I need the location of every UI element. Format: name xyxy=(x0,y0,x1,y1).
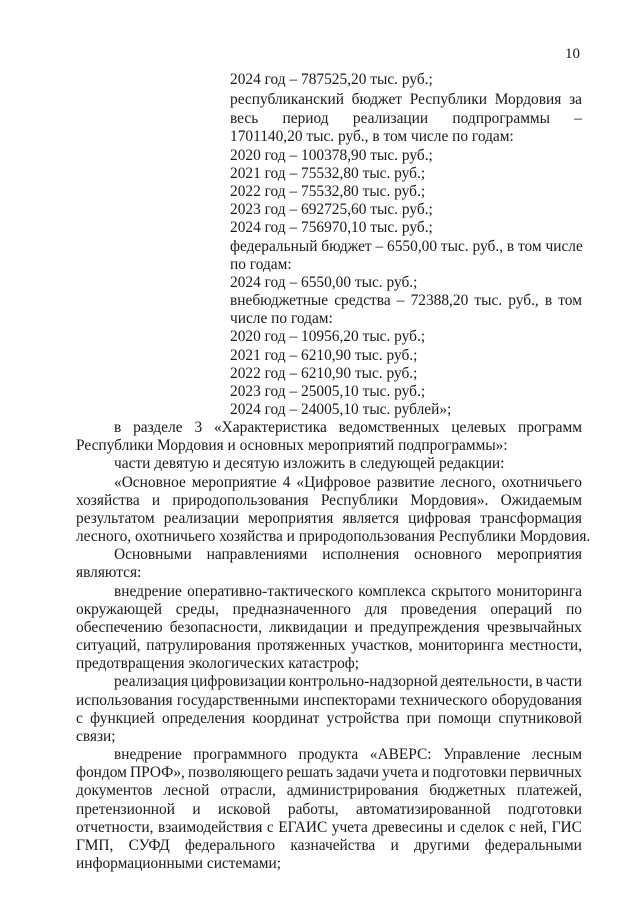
item2-line-3-word: с xyxy=(76,710,83,727)
item3-line-4-word: исковой xyxy=(217,801,271,818)
measure-line-3-word: мероприятия xyxy=(248,510,334,527)
republic-budget-line-2 xyxy=(230,110,582,128)
item3-line-6-word: федерального xyxy=(184,837,276,854)
item3-line-6 xyxy=(76,837,582,855)
item2-line-3-word: координат xyxy=(252,710,320,727)
item1-line-2 xyxy=(76,601,582,619)
item1-line-3-word: обеспечению xyxy=(76,619,163,636)
republic-budget-line-2-word: период xyxy=(282,110,329,127)
item3-line-2 xyxy=(76,764,582,782)
measure-line-2-word: и xyxy=(151,492,161,509)
directions-line-1-word: направлениями xyxy=(206,546,308,563)
item3-line-6-word: ГМП, xyxy=(76,837,114,854)
extra-budget-line-1 xyxy=(230,292,582,310)
federal-budget-line-2: по годам: xyxy=(230,256,292,273)
item3-line-2-word: подготовки xyxy=(432,764,507,781)
item2-line-2-word: технического xyxy=(399,692,488,709)
extra-year-2022: 2022 год – 6210,90 тыс. руб.; xyxy=(230,365,418,382)
item1-line-1-word: скрытого xyxy=(431,583,492,600)
directions-line-1-word: основного xyxy=(414,546,482,563)
measure-line-3-word: результатом xyxy=(76,510,155,527)
federal-budget-line-1: федеральный бюджет – 6550,00 тыс. руб., в том числе xyxy=(230,238,583,255)
item1-line-3-word: и xyxy=(354,619,363,636)
item3-line-2-word: первичных xyxy=(509,764,582,781)
item3-line-2-word: фондом xyxy=(76,764,127,781)
extra-budget-line-1-word: руб., xyxy=(508,292,539,309)
republic-year-2020: 2020 год – 100378,90 тыс. руб.; xyxy=(230,147,433,164)
directions-line-1-word: исполнения xyxy=(322,546,400,563)
item2-line-1-word: контрольно-надзорной xyxy=(288,673,438,690)
item3-line-5-word: отчетности, xyxy=(76,819,154,836)
item1-line-2-word: по xyxy=(566,601,582,618)
item3-line-7: информационными системами; xyxy=(76,855,282,872)
item3-line-5-word: учета xyxy=(331,819,368,836)
republic-budget-line-1 xyxy=(230,91,582,109)
item3-line-6-word: федеральными xyxy=(484,837,582,854)
item1-line-4-word: местности, xyxy=(509,637,582,654)
item2-line-2-word: инспекторами xyxy=(303,692,396,709)
republic-budget-line-3: 1701140,20 тыс. руб., в том числе по годам: xyxy=(230,128,514,145)
directions-line-1-word: мероприятия xyxy=(496,546,582,563)
item1-line-2-word: для xyxy=(364,601,388,618)
directions-line-2: являются: xyxy=(76,564,142,581)
measure-line-1-word: «Цифровое xyxy=(296,474,371,491)
item1-line-2-word: операций xyxy=(490,601,553,618)
section-line-1-word: программ xyxy=(518,419,582,436)
item3-line-5-word: сделок xyxy=(459,819,505,836)
item1-line-3 xyxy=(76,619,582,637)
republic-budget-line-1-word: за xyxy=(569,91,582,108)
item2-line-3-word: помощи xyxy=(438,710,492,727)
section-line-1-word: разделе xyxy=(133,419,183,436)
item3-line-3-word: документов xyxy=(76,782,153,799)
item3-line-2-word: ПРОФ», xyxy=(130,764,185,781)
republic-budget-line-1-word: республиканский xyxy=(230,91,344,108)
measure-line-1-word: «Основное xyxy=(114,474,186,491)
item1-line-4-word: протяженных xyxy=(256,637,346,654)
item3-line-1-word: внедрение xyxy=(114,746,182,763)
republic-year-2021: 2021 год – 75532,80 тыс. руб.; xyxy=(230,165,426,182)
item3-line-1-word: лесным xyxy=(531,746,582,763)
item2-line-3-word: определения xyxy=(162,710,245,727)
measure-line-4: лесного, охотничьего хозяйства и природопользования Республики Мордовия. xyxy=(76,528,591,545)
item3-line-3-word: лесной xyxy=(163,782,210,799)
extra-budget-line-1-word: тыс. xyxy=(474,292,503,309)
item3-line-1-word: «АВЕРС: xyxy=(369,746,432,763)
item2-line-2 xyxy=(76,692,582,710)
item1-line-4-word: ситуаций, xyxy=(76,637,141,654)
item3-line-5-word: с xyxy=(266,819,274,836)
item1-line-5: предотвращения экологических катастроф; xyxy=(76,655,360,672)
extra-year-2024: 2024 год – 24005,10 тыс. рублей»; xyxy=(230,401,452,418)
item1-line-4-word: мониторинга xyxy=(418,637,504,654)
item3-line-4-word: автоматизированной xyxy=(356,801,491,818)
item2-line-3-word: функцией xyxy=(90,710,155,727)
item3-line-3-word: администрирования xyxy=(286,782,419,799)
item2-line-1-word: части xyxy=(545,673,582,690)
item1-line-4-word: участков, xyxy=(351,637,413,654)
item3-line-6-word: СУФД xyxy=(128,837,170,854)
federal-year-2024: 2024 год – 6550,00 тыс. руб.; xyxy=(230,274,418,291)
item3-line-1-word: Управление xyxy=(443,746,521,763)
measure-line-1 xyxy=(114,474,582,492)
measure-line-1-word: лесного, xyxy=(440,474,496,491)
section-line-1-word: ведомственных xyxy=(338,419,440,436)
measure-line-2-word: Республики xyxy=(320,492,399,509)
extra-year-2023: 2023 год – 25005,10 тыс. руб.; xyxy=(230,383,426,400)
item1-line-4-word: патрулирования xyxy=(146,637,252,654)
measure-line-3-word: реализации xyxy=(163,510,239,527)
item3-line-2-word: решать xyxy=(286,764,333,781)
item3-line-5-word: и xyxy=(447,819,456,836)
item1-line-1-word: внедрение xyxy=(114,583,182,600)
measure-line-2-word: Ожидаемым xyxy=(500,492,582,509)
measure-line-2-word: хозяйства xyxy=(76,492,140,509)
item3-line-3 xyxy=(76,782,582,800)
item3-line-2-word: позволяющего xyxy=(188,764,284,781)
republic-budget-line-1-word: бюджет xyxy=(351,91,403,108)
item3-line-5-word: древесины xyxy=(372,819,443,836)
item1-line-3-word: чрезвычайных xyxy=(486,619,582,636)
item2-line-3 xyxy=(76,710,582,728)
item2-line-2-word: государственными xyxy=(176,692,299,709)
page-number: 10 xyxy=(565,46,580,62)
item1-line-3-word: предупреждения xyxy=(369,619,480,636)
item2-line-3-word: устройства xyxy=(326,710,400,727)
item3-line-2-word: задачи xyxy=(336,764,379,781)
item3-line-1 xyxy=(114,746,582,764)
item1-line-2-word: предназначенного xyxy=(232,601,351,618)
item2-line-4: связи; xyxy=(76,728,116,745)
republic-budget-line-2-word: подпрограммы xyxy=(452,110,551,127)
item3-line-5-word: ней, xyxy=(520,819,548,836)
extra-budget-line-1-word: том xyxy=(558,292,582,309)
republic-year-2024: 2024 год – 756970,10 тыс. руб.; xyxy=(230,219,433,236)
extra-budget-line-1-word: внебюджетные xyxy=(230,292,329,309)
measure-line-3-word: является xyxy=(342,510,400,527)
item1-line-2-word: окружающей xyxy=(76,601,163,618)
directions-line-1 xyxy=(114,546,582,564)
item1-line-1-word: комплекса xyxy=(358,583,426,600)
item3-line-5-word: с xyxy=(508,819,516,836)
section-line-1 xyxy=(114,419,582,437)
republic-budget-line-1-word: Республики xyxy=(409,91,487,108)
measure-line-3-word: цифровая xyxy=(408,510,471,527)
item2-line-1-word: реализация xyxy=(114,673,189,690)
item3-line-5-word: ГИС xyxy=(551,819,582,836)
item3-line-5-word: взаимодействия xyxy=(157,819,263,836)
item2-line-1-word: в xyxy=(535,673,543,690)
measure-line-3 xyxy=(76,510,582,528)
republic-year-2023: 2023 год – 692725,60 тыс. руб.; xyxy=(230,201,433,218)
item3-line-4-word: и xyxy=(192,801,201,818)
extra-budget-line-1-word: в xyxy=(544,292,553,309)
measure-line-1-word: 4 xyxy=(282,474,291,491)
extra-budget-line-1-word: – xyxy=(396,292,405,309)
item2-line-2-word: оборудования xyxy=(491,692,582,709)
item2-line-1 xyxy=(114,673,582,691)
measure-line-2-word: Мордовия». xyxy=(410,492,489,509)
item2-line-1-word: цифровизации xyxy=(190,673,286,690)
item3-line-4 xyxy=(76,801,582,819)
item3-line-3-word: отрасли, xyxy=(220,782,276,799)
republic-budget-line-2-word: – xyxy=(574,110,582,127)
item2-line-2-word: использования xyxy=(76,692,173,709)
item2-line-3-word: при xyxy=(406,710,431,727)
measure-line-1-word: охотничьего xyxy=(501,474,582,491)
section-line-1-word: «Характеристика xyxy=(213,419,327,436)
measure-line-2 xyxy=(76,492,582,510)
measure-line-1-word: развитие xyxy=(376,474,435,491)
item3-line-1-word: продукта xyxy=(298,746,359,763)
item1-line-2-word: среды, xyxy=(175,601,219,618)
republic-budget-line-2-word: весь xyxy=(230,110,259,127)
budget-total-2024: 2024 год – 787525,20 тыс. руб.; xyxy=(230,71,433,88)
extra-year-2020: 2020 год – 10956,20 тыс. руб.; xyxy=(230,328,426,345)
extra-budget-line-2: числе по годам: xyxy=(230,310,333,327)
item2-line-1-word: деятельности, xyxy=(440,673,533,690)
extra-year-2021: 2021 год – 6210,90 тыс. руб.; xyxy=(230,347,418,364)
item1-line-3-word: ликвидации xyxy=(269,619,348,636)
item3-line-2-word: и xyxy=(421,764,430,781)
measure-line-2-word: природопользования xyxy=(172,492,309,509)
directions-line-1-word: Основными xyxy=(114,546,192,563)
republic-budget-line-2-word: реализации xyxy=(352,110,429,127)
item1-line-1 xyxy=(114,583,582,601)
republic-budget-line-1-word: Мордовия xyxy=(494,91,562,108)
item3-line-5-word: ЕГАИС xyxy=(278,819,328,836)
item1-line-4 xyxy=(76,637,582,655)
item3-line-5 xyxy=(76,819,582,837)
item1-line-3-word: безопасности, xyxy=(169,619,262,636)
item3-line-6-word: казначейства xyxy=(290,837,376,854)
item3-line-6-word: другими xyxy=(413,837,470,854)
item1-line-2-word: проведения xyxy=(401,601,477,618)
extra-budget-line-1-word: средства xyxy=(334,292,391,309)
section-line-1-word: 3 xyxy=(194,419,203,436)
item2-line-3-word: спутниковой xyxy=(498,710,582,727)
measure-line-3-word: трансформация xyxy=(480,510,582,527)
section-line-3: части девятую и десятую изложить в следующей редакции: xyxy=(114,455,505,472)
item3-line-4-word: подготовки xyxy=(508,801,582,818)
item1-line-1-word: мониторинга xyxy=(496,583,582,600)
item3-line-4-word: претензионной xyxy=(76,801,175,818)
item1-line-1-word: оперативно-тактического xyxy=(187,583,354,600)
extra-budget-line-1-word: 72388,20 xyxy=(410,292,469,309)
section-line-1-word: в xyxy=(114,419,122,436)
measure-line-1-word: мероприятие xyxy=(191,474,277,491)
item3-line-3-word: бюджетных xyxy=(429,782,506,799)
item3-line-4-word: работы, xyxy=(287,801,339,818)
item3-line-6-word: и xyxy=(390,837,399,854)
section-line-1-word: целевых xyxy=(451,419,507,436)
section-line-2: Республики Мордовия и основных мероприятий подпрограммы»: xyxy=(76,437,508,454)
item3-line-3-word: платежей, xyxy=(516,782,582,799)
item3-line-2-word: учета xyxy=(382,764,419,781)
item3-line-1-word: программного xyxy=(193,746,287,763)
republic-year-2022: 2022 год – 75532,80 тыс. руб.; xyxy=(230,183,426,200)
